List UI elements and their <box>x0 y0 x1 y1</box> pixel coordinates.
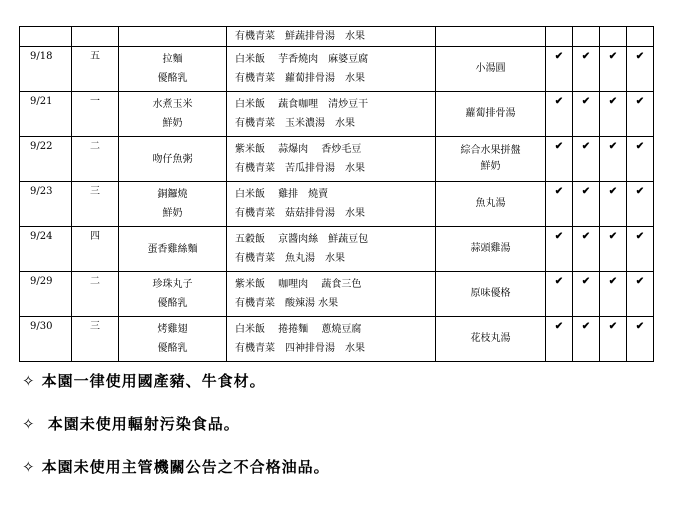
date-cell <box>20 27 72 47</box>
check-icon: ✔ <box>600 272 627 317</box>
snack1-item: 優酪乳 <box>157 298 188 309</box>
snack2-item: 原味優格 <box>470 288 511 299</box>
check-icon: ✔ <box>627 137 654 182</box>
snack1-cell <box>119 137 227 182</box>
snack1-item: 鮮奶 <box>162 208 183 219</box>
snack1-item: 鮮奶 <box>162 118 183 129</box>
lunch-cell <box>227 92 436 137</box>
lunch-cell <box>227 27 436 47</box>
snack1-item: 吻仔魚粥 <box>152 153 193 165</box>
check-cell <box>546 27 573 47</box>
lunch-line: 有機青菜 菇菇排骨湯 水果 <box>235 208 365 219</box>
date-cell: 9/30 <box>20 317 72 362</box>
table-row <box>20 27 654 47</box>
check-icon: ✔ <box>627 92 654 137</box>
lunch-line: 有機青菜 玉米濃湯 水果 <box>235 118 355 129</box>
lunch-line: 白米飯 雞排 燒賣 <box>235 189 329 200</box>
check-icon: ✔ <box>600 182 627 227</box>
snack2-cell <box>436 182 546 227</box>
star-icon: ✧ <box>22 372 36 390</box>
note-text: 本園一律使用國產豬、牛食材。 <box>41 372 266 390</box>
snack2-item: 蒜頭雞湯 <box>470 243 511 254</box>
snack1-cell <box>119 317 227 362</box>
check-icon: ✔ <box>573 182 600 227</box>
check-icon: ✔ <box>600 137 627 182</box>
snack1-item: 水煮玉米 <box>152 99 193 110</box>
day-cell: 三 <box>72 182 119 227</box>
check-icon: ✔ <box>627 47 654 92</box>
lunch-line: 白米飯 捲捲麵 蔥燒豆腐 <box>235 324 362 335</box>
check-icon: ✔ <box>546 272 573 317</box>
snack2-cell <box>436 92 546 137</box>
check-icon: ✔ <box>573 92 600 137</box>
note-text: 本園未使用輻射污染食品。 <box>41 415 240 433</box>
table-row <box>20 137 654 182</box>
snack2-item: 鮮奶 <box>480 161 501 172</box>
snack1-cell <box>119 92 227 137</box>
lunch-line: 白米飯 蔬食咖哩 清炒豆干 <box>235 99 369 110</box>
check-icon: ✔ <box>573 137 600 182</box>
check-icon: ✔ <box>600 227 627 272</box>
check-icon: ✔ <box>600 317 627 362</box>
snack1-item: 優酪乳 <box>157 343 188 354</box>
snack1-item: 蛋香雞絲麵 <box>147 243 198 255</box>
table-row <box>20 272 654 317</box>
day-cell <box>72 27 119 47</box>
check-cell <box>627 27 654 47</box>
lunch-line: 有機青菜 四神排骨湯 水果 <box>235 343 365 354</box>
date-cell: 9/21 <box>20 92 72 137</box>
day-cell: 二 <box>72 137 119 182</box>
check-icon: ✔ <box>573 47 600 92</box>
check-icon: ✔ <box>600 92 627 137</box>
note-1 <box>22 370 266 391</box>
star-icon: ✧ <box>22 458 36 476</box>
snack1-item: 銅鑼燒 <box>157 189 188 200</box>
date-cell: 9/18 <box>20 47 72 92</box>
check-icon: ✔ <box>627 182 654 227</box>
check-cell <box>573 27 600 47</box>
check-icon: ✔ <box>627 227 654 272</box>
snack1-item: 優酪乳 <box>157 73 188 84</box>
snack1-item: 拉麵 <box>162 54 183 65</box>
snack1-cell <box>119 272 227 317</box>
note-text: 本園未使用主管機關公告之不合格油品。 <box>41 458 330 476</box>
date-cell: 9/22 <box>20 137 72 182</box>
day-cell: 二 <box>72 272 119 317</box>
check-icon: ✔ <box>546 317 573 362</box>
table-row <box>20 47 654 92</box>
snack2-item: 蘿蔔排骨湯 <box>465 108 516 119</box>
lunch-line: 有機青菜 蘿蔔排骨湯 水果 <box>235 73 365 84</box>
lunch-cell <box>227 137 436 182</box>
lunch-cell <box>227 317 436 362</box>
snack1-cell <box>119 227 227 272</box>
check-icon: ✔ <box>546 137 573 182</box>
snack1-cell <box>119 27 227 47</box>
check-icon: ✔ <box>546 47 573 92</box>
check-icon: ✔ <box>573 227 600 272</box>
check-icon: ✔ <box>600 47 627 92</box>
snack2-cell <box>436 47 546 92</box>
date-cell: 9/24 <box>20 227 72 272</box>
lunch-line: 紫米飯 咖哩肉 蔬食三色 <box>235 279 362 290</box>
day-cell: 三 <box>72 317 119 362</box>
check-icon: ✔ <box>627 317 654 362</box>
check-icon: ✔ <box>573 317 600 362</box>
day-cell: 四 <box>72 227 119 272</box>
snack2-cell <box>436 27 546 47</box>
lunch-cell <box>227 272 436 317</box>
snack2-item: 魚丸湯 <box>475 198 506 209</box>
lunch-line: 有機青菜 魚丸湯 水果 <box>235 253 345 264</box>
table-row <box>20 182 654 227</box>
lunch-line: 有機青菜 鮮蔬排骨湯 水果 <box>235 31 365 42</box>
lunch-cell <box>227 47 436 92</box>
snack1-cell <box>119 182 227 227</box>
note-2 <box>22 413 240 434</box>
lunch-cell <box>227 182 436 227</box>
table-row <box>20 92 654 137</box>
check-icon: ✔ <box>573 272 600 317</box>
snack2-cell <box>436 317 546 362</box>
snack1-item: 烤雞翅 <box>157 324 188 335</box>
check-icon: ✔ <box>546 227 573 272</box>
date-cell: 9/29 <box>20 272 72 317</box>
date-cell: 9/23 <box>20 182 72 227</box>
snack2-cell <box>436 272 546 317</box>
check-icon: ✔ <box>546 92 573 137</box>
table-row <box>20 227 654 272</box>
snack1-cell <box>119 47 227 92</box>
day-cell: 一 <box>72 92 119 137</box>
snack1-item: 珍珠丸子 <box>152 279 193 290</box>
check-cell <box>600 27 627 47</box>
snack2-item: 小湯圓 <box>475 63 506 74</box>
lunch-cell <box>227 227 436 272</box>
lunch-line: 有機青菜 苦瓜排骨湯 水果 <box>235 163 365 174</box>
snack2-item: 花枝丸湯 <box>470 333 511 344</box>
check-icon: ✔ <box>627 272 654 317</box>
snack2-cell <box>436 227 546 272</box>
lunch-line: 五穀飯 京醬肉絲 鮮蔬豆包 <box>235 234 369 245</box>
menu-table <box>19 26 654 362</box>
check-icon: ✔ <box>546 182 573 227</box>
table-row <box>20 317 654 362</box>
snack2-item: 綜合水果拼盤 <box>460 145 521 156</box>
day-cell: 五 <box>72 47 119 92</box>
star-icon: ✧ <box>22 415 36 433</box>
lunch-line: 有機青菜 酸辣湯 水果 <box>235 298 339 309</box>
lunch-line: 紫米飯 蒜爆肉 香炒毛豆 <box>235 144 362 155</box>
lunch-line: 白米飯 芋香燒肉 麻婆豆腐 <box>235 54 369 65</box>
note-3 <box>22 456 330 477</box>
snack2-cell <box>436 137 546 182</box>
